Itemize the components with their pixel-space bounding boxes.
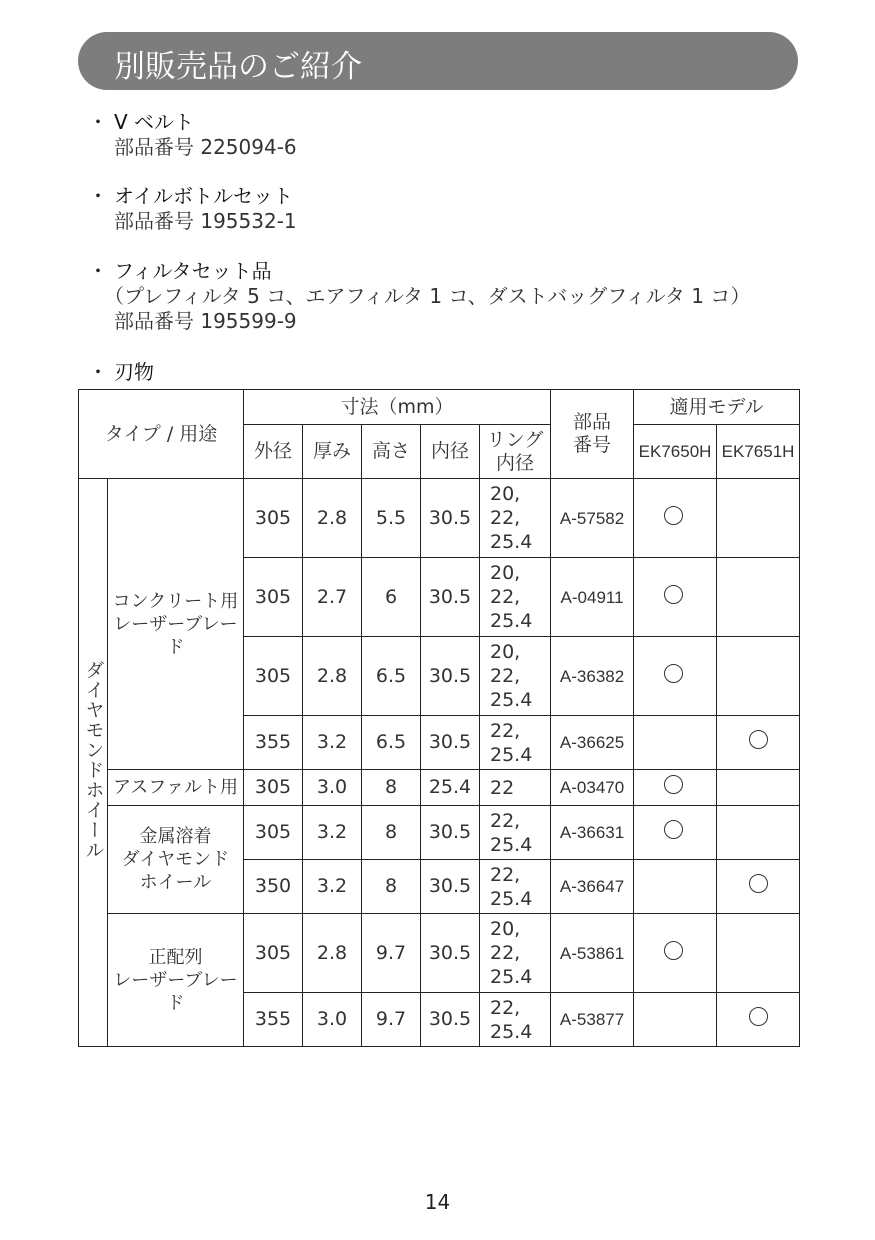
cell-height: 9.7 (362, 914, 421, 993)
header-models: 適用モデル (634, 390, 800, 425)
header-inner: 内径 (421, 425, 480, 479)
header-type-use: タイプ / 用途 (79, 390, 244, 479)
cell-ring: 22, 25.4 (480, 806, 551, 860)
cell-ring: 20, 22, 25.4 (480, 637, 551, 716)
blade-table (78, 389, 800, 1047)
cell-outer: 305 (244, 637, 303, 716)
cell-thickness: 3.2 (303, 860, 362, 914)
cell-model-2 (717, 860, 800, 914)
item-name: V ベルト (114, 110, 195, 134)
item-part-number: 部品番号 195599-9 (114, 309, 297, 333)
table-row (79, 770, 800, 806)
header-part-number (551, 390, 634, 479)
cell-thickness: 3.2 (303, 806, 362, 860)
cell-model-2 (717, 716, 800, 770)
cell-thickness: 2.8 (303, 479, 362, 558)
cell-thickness: 2.8 (303, 637, 362, 716)
cell-ring: 22, 25.4 (480, 716, 551, 770)
cell-model-2 (717, 479, 800, 558)
header-dimensions: 寸法（mm） (244, 390, 551, 425)
cell-thickness: 3.2 (303, 716, 362, 770)
applicable-mark-icon (664, 664, 683, 683)
applicable-mark-icon (664, 585, 683, 604)
cell-outer: 355 (244, 716, 303, 770)
bullet: ・ (88, 259, 108, 283)
cell-ring: 20, 22, 25.4 (480, 914, 551, 993)
cell-part-number: A-03470 (551, 770, 634, 806)
cell-model-1 (634, 637, 717, 716)
cell-outer: 305 (244, 558, 303, 637)
cell-model-1 (634, 716, 717, 770)
item-name: 刃物 (114, 360, 154, 384)
cell-model-2 (717, 558, 800, 637)
cell-inner: 30.5 (421, 993, 480, 1047)
table-row (79, 806, 800, 860)
cell-inner: 30.5 (421, 860, 480, 914)
cell-thickness: 3.0 (303, 770, 362, 806)
header-part-number-text: 部品番号 (573, 411, 612, 456)
cell-part-number: A-53861 (551, 914, 634, 993)
cell-model-2 (717, 770, 800, 806)
page-number: 14 (424, 1190, 451, 1214)
group-label: コンクリート用 レーザーブレード (108, 479, 244, 770)
header-height: 高さ (362, 425, 421, 479)
cell-model-1 (634, 770, 717, 806)
cell-height: 6 (362, 558, 421, 637)
cell-part-number: A-04911 (551, 558, 634, 637)
table-row (79, 479, 800, 558)
item-description: （プレフィルタ 5 コ、エアフィルタ 1 コ、ダストバッグフィルタ 1 コ） (104, 284, 751, 308)
cell-height: 6.5 (362, 637, 421, 716)
cell-outer: 305 (244, 479, 303, 558)
cell-height: 6.5 (362, 716, 421, 770)
cell-height: 8 (362, 860, 421, 914)
cell-outer: 305 (244, 770, 303, 806)
cell-part-number: A-36382 (551, 637, 634, 716)
header-model-1: EK7650H (634, 425, 717, 479)
cell-model-2 (717, 806, 800, 860)
cell-part-number: A-36625 (551, 716, 634, 770)
cell-model-2 (717, 637, 800, 716)
cell-inner: 30.5 (421, 637, 480, 716)
cell-inner: 30.5 (421, 716, 480, 770)
applicable-mark-icon (664, 506, 683, 525)
header-model-2: EK7651H (717, 425, 800, 479)
cell-part-number: A-57582 (551, 479, 634, 558)
cell-inner: 30.5 (421, 558, 480, 637)
cell-height: 8 (362, 806, 421, 860)
cell-ring: 22 (480, 770, 551, 806)
cell-inner: 30.5 (421, 806, 480, 860)
cell-ring: 22, 25.4 (480, 993, 551, 1047)
cell-thickness: 2.8 (303, 914, 362, 993)
cell-part-number: A-53877 (551, 993, 634, 1047)
cell-model-1 (634, 860, 717, 914)
page-title: 別販売品のご紹介 (114, 49, 362, 85)
cell-inner: 30.5 (421, 914, 480, 993)
cell-thickness: 2.7 (303, 558, 362, 637)
header-outer: 外径 (244, 425, 303, 479)
cell-model-1 (634, 914, 717, 993)
applicable-mark-icon (664, 820, 683, 839)
category-label: ダイヤモンドホイール (82, 659, 105, 860)
cell-inner: 30.5 (421, 479, 480, 558)
cell-model-1 (634, 993, 717, 1047)
item-part-number: 部品番号 225094-6 (114, 135, 297, 159)
header-thickness: 厚み (303, 425, 362, 479)
cell-outer: 305 (244, 914, 303, 993)
group-label: アスファルト用 (108, 770, 244, 806)
item-name: オイルボトルセット (114, 184, 293, 208)
cell-model-1 (634, 558, 717, 637)
cell-height: 5.5 (362, 479, 421, 558)
applicable-mark-icon (664, 941, 683, 960)
item-part-number: 部品番号 195532-1 (114, 209, 297, 233)
cell-model-2 (717, 993, 800, 1047)
bullet: ・ (88, 110, 108, 134)
cell-ring: 22, 25.4 (480, 860, 551, 914)
bullet: ・ (88, 360, 108, 384)
cell-thickness: 3.0 (303, 993, 362, 1047)
bullet: ・ (88, 184, 108, 208)
header-ring (480, 425, 551, 479)
cell-part-number: A-36647 (551, 860, 634, 914)
cell-model-1 (634, 479, 717, 558)
header-ring-text: リング内径 (486, 428, 544, 474)
group-label: 正配列 レーザーブレード (108, 914, 244, 1047)
applicable-mark-icon (749, 874, 768, 893)
table-row (79, 914, 800, 993)
cell-inner: 25.4 (421, 770, 480, 806)
cell-ring: 20, 22, 25.4 (480, 479, 551, 558)
applicable-mark-icon (664, 775, 683, 794)
page-title-banner (78, 32, 798, 90)
cell-outer: 305 (244, 806, 303, 860)
cell-model-2 (717, 914, 800, 993)
applicable-mark-icon (749, 730, 768, 749)
category-cell (79, 479, 108, 1047)
cell-ring: 20, 22, 25.4 (480, 558, 551, 637)
group-label: 金属溶着 ダイヤモンド ホイール (108, 806, 244, 914)
cell-part-number: A-36631 (551, 806, 634, 860)
cell-model-1 (634, 806, 717, 860)
cell-height: 8 (362, 770, 421, 806)
cell-height: 9.7 (362, 993, 421, 1047)
item-name: フィルタセット品 (114, 259, 272, 283)
applicable-mark-icon (749, 1007, 768, 1026)
cell-outer: 350 (244, 860, 303, 914)
cell-outer: 355 (244, 993, 303, 1047)
